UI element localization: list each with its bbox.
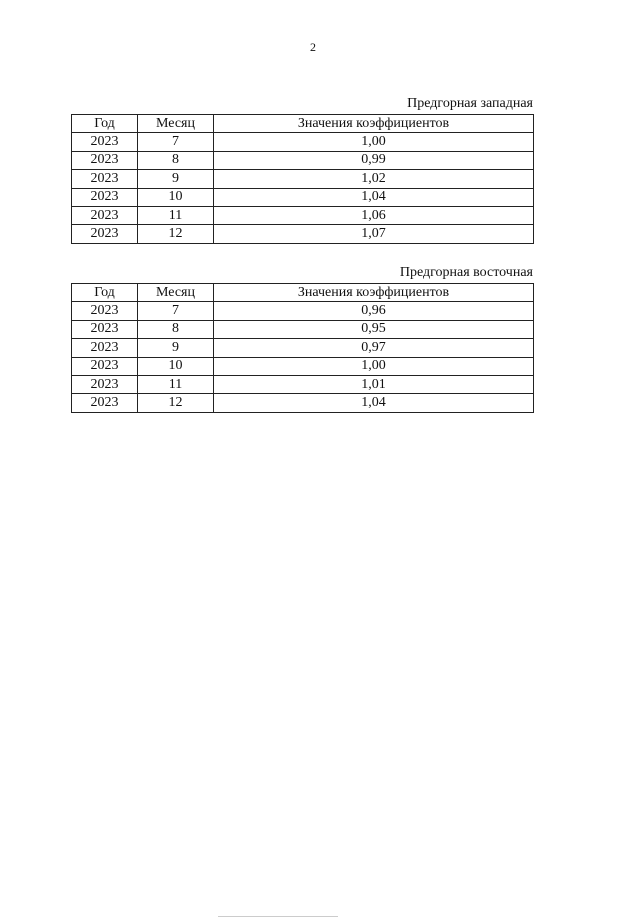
table-row: [72, 225, 534, 243]
table-row: [72, 339, 534, 357]
section-title-east: Предгорная восточная: [399, 265, 533, 280]
scan-edge-line: [218, 916, 338, 917]
header-values: Значения коэффициентов: [214, 284, 534, 302]
cell-year: 2023: [72, 188, 138, 206]
table-row: [72, 394, 534, 412]
cell-value: 1,01: [214, 375, 534, 393]
table-row: [72, 320, 534, 338]
header-month: Месяц: [138, 284, 214, 302]
cell-value: 1,06: [214, 206, 534, 224]
section-title-west: Предгорная западная: [407, 96, 533, 111]
cell-value: 1,07: [214, 225, 534, 243]
cell-month: 7: [138, 133, 214, 151]
cell-year: 2023: [72, 339, 138, 357]
table-header-row: [72, 284, 534, 302]
cell-year: 2023: [72, 133, 138, 151]
header-values: Значения коэффициентов: [214, 115, 534, 133]
header-year: Год: [72, 115, 138, 133]
cell-month: 12: [138, 394, 214, 412]
cell-value: 0,97: [214, 339, 534, 357]
cell-year: 2023: [72, 357, 138, 375]
cell-year: 2023: [72, 151, 138, 169]
table-row: [72, 302, 534, 320]
cell-month: 7: [138, 302, 214, 320]
table-row: [72, 188, 534, 206]
table-row: [72, 133, 534, 151]
cell-year: 2023: [72, 170, 138, 188]
cell-month: 11: [138, 375, 214, 393]
table-row: [72, 357, 534, 375]
coefficients-table-east: [71, 283, 534, 413]
table-row: [72, 151, 534, 169]
cell-month: 8: [138, 320, 214, 338]
cell-year: 2023: [72, 225, 138, 243]
cell-month: 10: [138, 188, 214, 206]
cell-value: 0,95: [214, 320, 534, 338]
cell-month: 8: [138, 151, 214, 169]
table-row: [72, 375, 534, 393]
cell-value: 1,00: [214, 357, 534, 375]
header-year: Год: [72, 284, 138, 302]
cell-year: 2023: [72, 302, 138, 320]
table-row: [72, 170, 534, 188]
cell-year: 2023: [72, 394, 138, 412]
cell-month: 10: [138, 357, 214, 375]
cell-value: 1,04: [214, 188, 534, 206]
cell-value: 0,96: [214, 302, 534, 320]
cell-year: 2023: [72, 375, 138, 393]
page-number: 2: [310, 40, 316, 54]
cell-value: 1,00: [214, 133, 534, 151]
cell-year: 2023: [72, 320, 138, 338]
cell-value: 1,04: [214, 394, 534, 412]
cell-month: 11: [138, 206, 214, 224]
cell-month: 12: [138, 225, 214, 243]
cell-month: 9: [138, 170, 214, 188]
cell-year: 2023: [72, 206, 138, 224]
cell-month: 9: [138, 339, 214, 357]
coefficients-table-west: [71, 114, 534, 244]
table-header-row: [72, 115, 534, 133]
cell-value: 1,02: [214, 170, 534, 188]
header-month: Месяц: [138, 115, 214, 133]
cell-value: 0,99: [214, 151, 534, 169]
table-row: [72, 206, 534, 224]
